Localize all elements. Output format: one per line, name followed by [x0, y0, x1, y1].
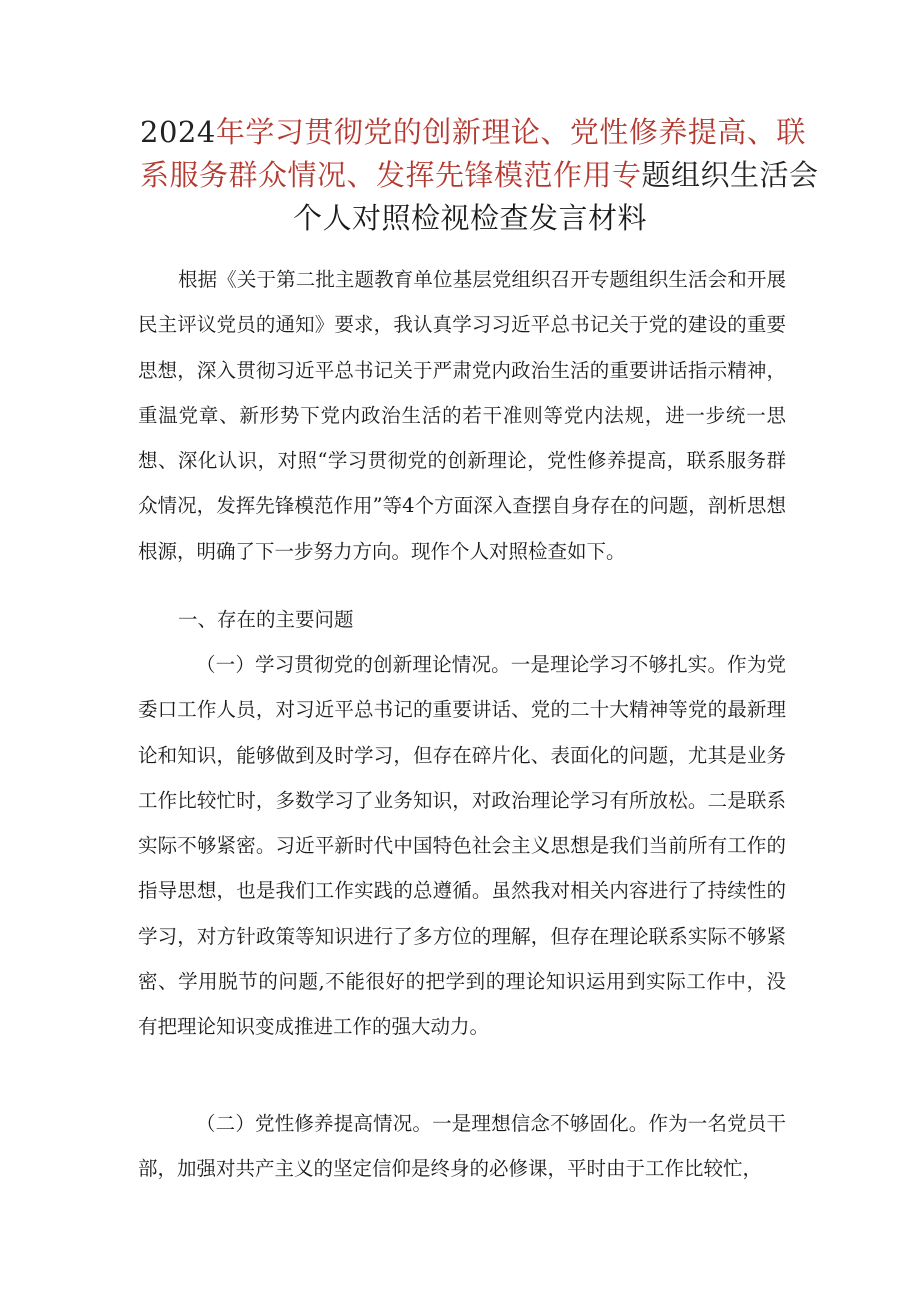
- section-heading-main-problems: 一、存在的主要问题: [178, 608, 354, 631]
- item-2-paragraph: （二）党性修养提高情况。一是理想信念不够固化。作为一名党员干部，加强对共产主义的坚定信仰是终身的必修课，平时由于工作比较忙，: [138, 1112, 786, 1181]
- title-year: 2024: [140, 115, 216, 149]
- title-line-3: 个人对照检视检查发言材料: [292, 201, 647, 235]
- intro-paragraph: 根据《关于第二批主题教育单位基层党组织召开专题组织生活会和开展民主评议党员的通知》要求，我认真学习习近平总书记关于党的建设的重要思想，深入贯彻习近平总书记关于严肃党内政治生活的重要讲话指示精神，重温党章、新形势下党内政治生活的若干准则等党内法规，进一步统一思想、深化认识，对照“学习贯彻党的创新理论，党性修养提高，联系服务群众情况，发挥先锋模范作用”等4个方面深入查摆自身存在的问题，剖析思想根源，明确了下一步努力方向。现作个人对照检查如下。: [138, 268, 786, 563]
- title-line-2: [140, 154, 819, 197]
- title-line-2-red-text: 系服务群众情况、发挥先锋模范作用专: [140, 158, 642, 192]
- item-1-paragraph: （一）学习贯彻党的创新理论情况。一是理论学习不够扎实。作为党委口工作人员，对习近平总书记的重要讲话、党的二十大精神等党的最新理论和知识，能够做到及时学习，但存在碎片化、表面化的问题，尤其是业务工作比较忙时，多数学习了业务知识，对政治理论学习有所放松。二是联系实际不够紧密。习近平新时代中国特色社会主义思想是我们当前所有工作的指导思想，也是我们工作实践的总遵循。虽然我对相关内容进行了持续性的学习，对方针政策等知识进行了多方位的理解，但存在理论联系实际不够紧密、学用脱节的问题,不能很好的把学到的理论知识运用到实际工作中，没有把理论知识变成推进工作的强大动力。: [138, 653, 786, 1039]
- document-title: [140, 111, 819, 240]
- title-line-1-text: 年学习贯彻党的创新理论、党性修养提高、联: [215, 115, 806, 149]
- title-line-2-dark-text: 题组织生活会: [641, 158, 819, 192]
- title-line-1: [140, 111, 806, 154]
